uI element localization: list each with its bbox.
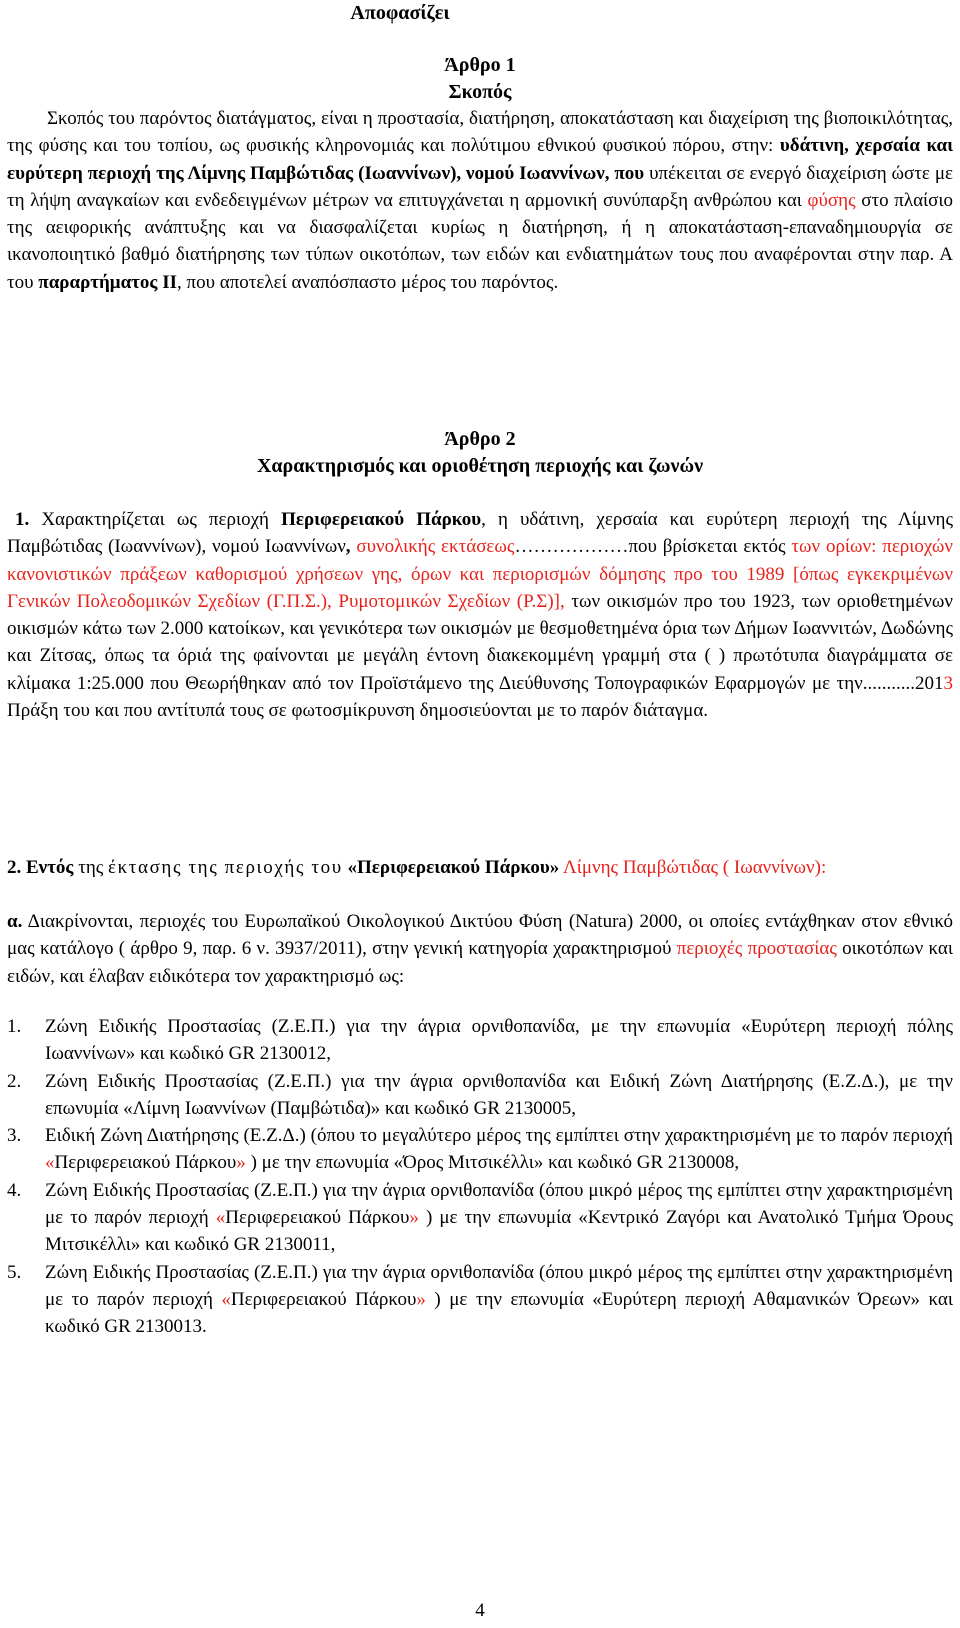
red-text: φύσης	[807, 189, 856, 211]
list-item-text: Ζώνη Ειδικής Προστασίας (Ζ.Ε.Π.) για την άγρια ορνιθοπανίδα (όπου μικρό μέρος της εμπίπτει στην χαρακτηρισμένη με το παρόν περιοχή	[45, 1261, 953, 1310]
red-text: «	[215, 1207, 226, 1229]
list-item-text: Ειδική Ζώνη Διατήρησης (Ε.Ζ.Δ.) (όπου το μεγαλύτερο μέρος της εμπίπτει στην χαρακτηρισμένη με το παρόν περιοχή	[45, 1125, 953, 1147]
page-number: 4	[475, 1600, 485, 1621]
red-text: περιοχές προστασίας	[676, 938, 837, 960]
red-text: «	[221, 1288, 231, 1310]
text-run: στο πλαίσιο της αειφορικής ανάπτυξης και να διασφαλίζεται κυρίως η διατήρηση, ή η αποκατάσταση-επαναδημιουργία σε ικανοποιητικό βαθμό διατήρησης των τύπων οικοτόπων, των ειδών και ενδιατημάτων τους που αναφέρονται στην παρ. Α του	[7, 189, 953, 293]
bold-text: ,	[345, 536, 351, 558]
list-item-text: ) με την επωνυμία «Κεντρικό Ζαγόρι και Ανατολικό Τμήμα Όρους Μιτσικέλλι» και κωδικό GR 2130011,	[45, 1207, 953, 1256]
list-item-text: Περιφερειακού Πάρκου	[54, 1152, 237, 1174]
list-item-text: ) με την επωνυμία «Όρος Μιτσικέλλι» και κωδικό GR 2130008,	[245, 1152, 740, 1174]
list-item	[7, 1259, 953, 1341]
text-run: ………………που βρίσκεται εκτός	[514, 536, 792, 558]
text-run: , η υδάτινη, χερσαία και ευρύτερη περιοχή της Λίμνης Παμβώτιδας (Ιωαννίνων), νομού Ιωαννίνων	[7, 509, 953, 558]
list-item	[7, 1177, 953, 1259]
text-run: , που αποτελεί αναπόσπαστο μέρος του παρόντος.	[176, 271, 559, 293]
paragraph-number: 1.	[15, 509, 30, 530]
article-2-title: Χαρακτηρισμός και οριοθέτηση περιοχής και ζωνών	[256, 455, 704, 477]
list-item-text: Ζώνη Ειδικής Προστασίας (Ζ.Ε.Π.) για την άγρια ορνιθοπανίδα, με την επωνυμία «Ευρύτερη περιοχή πόλης Ιωαννίνων» και κωδικό GR 2130012,	[45, 1016, 953, 1065]
text-run: Χαρακτηρίζεται ως περιοχή	[29, 509, 282, 530]
bold-text: Περιφερειακού Πάρκου	[281, 509, 482, 530]
document-heading: Αποφασίζει	[350, 2, 450, 24]
list-item-text: Ζώνη Ειδικής Προστασίας (Ζ.Ε.Π.) για την άγρια ορνιθοπανίδα και Ειδική Ζώνη Διατήρησης (Ε.Ζ.Δ.), με την επωνυμία «Λίμνη Ιωαννίνων (Παμβώτιδα)» και κωδικό GR 2130005,	[45, 1070, 953, 1119]
list-item-text: Περιφερειακού Πάρκου	[225, 1207, 410, 1229]
article-1-title: Σκοπός	[448, 81, 512, 103]
article-1-number: Άρθρο 1	[444, 54, 516, 76]
article-2-paragraph-1	[7, 506, 953, 724]
natura-zones-list	[7, 1013, 953, 1341]
bold-text: «Περιφερειακού Πάρκου»	[347, 857, 560, 878]
article-2-paragraph-3	[7, 908, 953, 990]
red-text: Λίμνης Παμβώτιδας ( Ιωαννίνων):	[559, 857, 827, 878]
bold-text: υδάτινη, χερσαία και ευρύτερη περιοχή της Λίμνης Παμβώτιδας (Ιωαννίνων), νομού Ιωαννίνων, που	[7, 135, 953, 184]
article-2-paragraph-2	[7, 854, 953, 881]
spaced-text: έκτασης της περιοχής του	[108, 857, 343, 878]
text-run: Διακρίνονται, περιοχές του Ευρωπαϊκού Οικολογικού Δικτύου Φύση (Natura) 2000, οι οποίες εντάχθηκαν στον εθνικό μας κατάλογο ( άρθρο 9, παρ. 6 ν. 3937/2011), στην γενική κατηγορία χαρακτηρισμού	[7, 911, 953, 960]
text-run: υπέκειται σε ενεργό διαχείριση ώστε με τη λήψη αναγκαίων και ενδεδειγμένων μέτρων να επιτυγχάνεται η αρμονική συνύπαρξη ανθρώπου και	[7, 162, 953, 211]
list-item-text: Ζώνη Ειδικής Προστασίας (Ζ.Ε.Π.) για την άγρια ορνιθοπανίδα (όπου μικρό μέρος της εμπίπτει στην χαρακτηρισμένη με το παρόν περιοχή	[45, 1179, 953, 1229]
list-item-text: ) με την επωνυμία «Ευρύτερη περιοχή Αθαμανικών Όρεων» και κωδικό GR 2130013.	[45, 1288, 953, 1338]
text-run: οικοτόπων και ειδών, και έλαβαν ειδικότερα τον χαρακτηρισμό ως:	[7, 938, 953, 987]
bold-text: 2. Εντός	[7, 857, 74, 878]
bold-text: α.	[7, 911, 23, 932]
red-text: των ορίων: περιοχών κανονιστικών πράξεων καθορισμού χρήσεων γης, όρων και περιορισμών δόμησης προ του 1989 [όπως εγκεκριμένων Γενικών Πολεοδομικών Σχεδίων (Γ.Π.Σ.), Ρυμοτομικών Σχεδίων (Ρ.Σ)],	[7, 536, 954, 612]
list-item-number: 3.	[7, 1125, 22, 1147]
list-item	[7, 1013, 953, 1068]
red-text: »	[416, 1288, 426, 1310]
list-item	[7, 1068, 953, 1123]
text-run: Πράξη του και που αντίτυπά τους σε φωτοσμίκρυνση δημοσιεύονται με το παρόν διάταγμα.	[7, 700, 709, 722]
red-text: 3	[943, 672, 953, 694]
bold-text: παραρτήματος ΙΙ	[38, 271, 177, 293]
text-run: των οικισμών προ του 1923, των οριοθετημένων οικισμών κάτω των 2.000 κατοίκων, και γενικότερα των οικισμών με θεσμοθετημένα όρια των Δήμων Ιωαννιτών, Δωδώνης και Ζίτσας, όπως τα όριά της φαίνονται με μεγάλη έντονη διακεκομμένη γραμμή στα ( ) πρωτότυπα διαγράμματα σε κλίμακα 1:25.000 που Θεωρήθηκαν από τον Προϊστάμενο της Διεύθυνσης Τοπογραφικών Εφαρμογών με την...........201	[7, 590, 953, 694]
text-run: Σκοπός του παρόντος διατάγματος, είναι η προστασία, διατήρηση, αποκατάσταση και διαχείριση της βιοποικιλότητας, της φύσης και του τοπίου, ως φυσικής κληρονομιάς και πολύτιμου εθνικού φυσικού πόρου, στην:	[7, 108, 953, 157]
list-item-number: 4.	[7, 1179, 22, 1201]
red-text: »	[236, 1152, 246, 1174]
red-text: «	[45, 1152, 55, 1174]
article-1-body	[7, 105, 953, 296]
list-item-number: 1.	[7, 1016, 22, 1037]
list-item	[7, 1122, 953, 1177]
red-text: συνολικής εκτάσεως	[350, 536, 515, 558]
list-item-text: Περιφερειακού Πάρκου	[230, 1288, 417, 1310]
list-item-number: 2.	[7, 1070, 22, 1092]
list-item-number: 5.	[7, 1261, 22, 1283]
red-text: »	[409, 1207, 419, 1229]
text-run: της	[73, 857, 109, 878]
article-2-number: Άρθρο 2	[444, 428, 516, 450]
